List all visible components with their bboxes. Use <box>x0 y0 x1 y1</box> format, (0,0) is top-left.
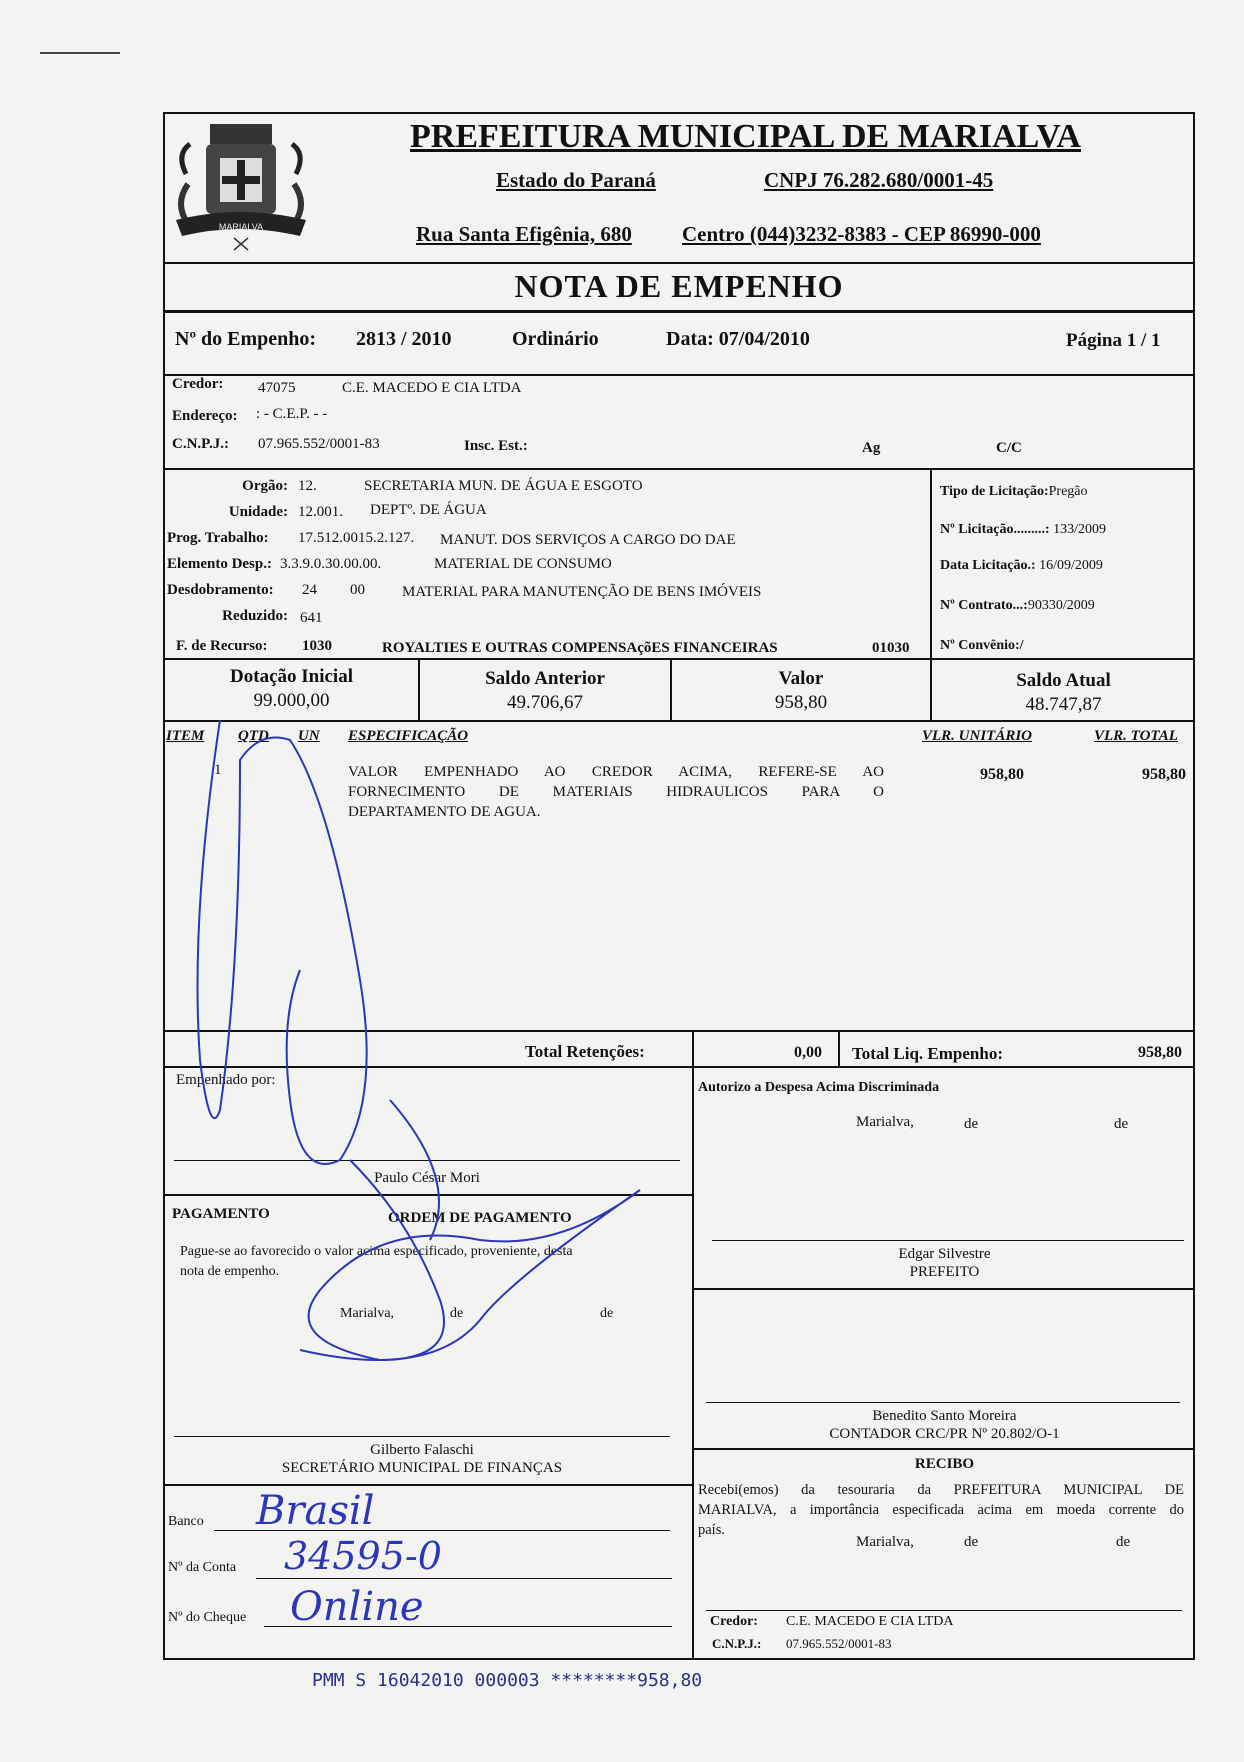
valor-value: 958,80 <box>774 692 828 713</box>
conta-handwritten: 34595-0 <box>284 1534 442 1578</box>
fonte-num: 01030 <box>872 640 910 656</box>
retencoes-value: 0,00 <box>794 1044 822 1061</box>
col-spec: ESPECIFICAÇÃO <box>348 728 469 744</box>
pagamento-text: nota de empenho. <box>180 1264 280 1279</box>
contact-info: Centro (044)3232-8383 - CEP 86990-000 <box>682 222 1041 246</box>
recibo-cnpj-label: C.N.P.J.: <box>712 1636 762 1651</box>
autorizo-de1: de <box>964 1116 979 1132</box>
recibo-de2: de <box>1116 1534 1131 1550</box>
cnpj-value: 07.965.552/0001-83 <box>258 436 380 452</box>
convenio-label: Nº Convênio:/ <box>940 638 1024 653</box>
item-unit-value: 958,80 <box>980 766 1024 783</box>
secretario-role: SECRETÁRIO MUNICIPAL DE FINANÇAS <box>281 1460 563 1476</box>
licitacao-tipo-value: Pregão <box>1048 484 1088 499</box>
licitacao-data-value: 16/09/2009 <box>1039 558 1103 573</box>
banco-label: Banco <box>168 1514 204 1529</box>
prog-name: MANUT. DOS SERVIÇOS A CARGO DO DAE <box>440 532 736 548</box>
conta-line <box>256 1578 672 1579</box>
insc-label: Insc. Est.: <box>464 438 528 454</box>
unidade-label: Unidade: <box>228 504 288 520</box>
saldo-anterior-label: Saldo Anterior <box>485 668 605 689</box>
elem-label: Elemento Desp.: <box>167 556 272 572</box>
empenho-date: Data: 07/04/2010 <box>666 328 810 350</box>
desd-code: 24 <box>302 582 317 598</box>
saldo-anterior-value: 49.706,67 <box>507 692 583 713</box>
endereco-value: : - C.E.P. - - <box>256 406 328 422</box>
empenho-label: Nº do Empenho: <box>175 328 317 350</box>
divider <box>692 1448 1195 1450</box>
recibo-text: país. <box>698 1522 725 1538</box>
contrato-value: 90330/2009 <box>1027 598 1095 613</box>
page-number: Página 1 / 1 <box>1066 330 1161 351</box>
col-item: ITEM <box>166 728 205 744</box>
item-spec-line: DEPARTAMENTO DE AGUA. <box>348 804 541 820</box>
recibo-cnpj-value: 07.965.552/0001-83 <box>786 1636 892 1651</box>
pagamento-text: Pague-se ao favorecido o valor acima especificado, proveniente, desta <box>180 1244 573 1259</box>
secretario-name: Gilberto Falaschi <box>370 1442 474 1458</box>
recibo-credor-label: Credor: <box>710 1614 758 1629</box>
pagamento-title: PAGAMENTO <box>172 1206 270 1222</box>
scan-mark <box>40 52 120 54</box>
recibo-de1: de <box>964 1534 979 1550</box>
recibo-text: MARIALVA, a importância especificada acima em moeda corrente do <box>698 1502 1184 1518</box>
desd-sub: 00 <box>350 582 365 598</box>
signature-scribble-icon <box>180 720 720 1460</box>
cnpj-label: C.N.P.J.: <box>172 436 229 452</box>
valor-label: Valor <box>778 668 824 689</box>
unidade-code: 12.001. <box>298 504 343 520</box>
licitacao-tipo-label: Tipo de Licitação:Pregão <box>940 484 1088 499</box>
orgao-label: Orgão: <box>242 478 288 494</box>
item-number: 1 <box>214 762 222 778</box>
orgao-name: SECRETARIA MUN. DE ÁGUA E ESGOTO <box>364 478 643 494</box>
street-address: Rua Santa Efigênia, 680 <box>416 222 632 246</box>
page-title: PREFEITURA MUNICIPAL DE MARIALVA <box>410 118 1081 155</box>
elem-name: MATERIAL DE CONSUMO <box>434 556 612 572</box>
conta-label: Nº da Conta <box>168 1560 237 1575</box>
empenho-number: 2813 / 2010 <box>356 328 452 350</box>
recibo-credor-value: C.E. MACEDO E CIA LTDA <box>786 1614 954 1629</box>
divider <box>692 1288 1195 1290</box>
item-total-value: 958,80 <box>1142 766 1186 783</box>
endereco-label: Endereço: <box>172 408 238 424</box>
contador-role: CONTADOR CRC/PR Nº 20.802/O-1 <box>829 1426 1060 1442</box>
ag-label: Ag <box>862 440 881 456</box>
col-total: VLR. TOTAL <box>1094 728 1178 744</box>
prefeito-name: Edgar Silvestre <box>898 1246 991 1262</box>
empenhado-name: Paulo César Mori <box>374 1170 480 1186</box>
licitacao-num-value: 133/2009 <box>1053 522 1106 537</box>
contador-name: Benedito Santo Moreira <box>872 1408 1017 1424</box>
ordem-title: ORDEM DE PAGAMENTO <box>388 1210 572 1226</box>
divider <box>163 374 1195 376</box>
unidade-name: DEPTº. DE ÁGUA <box>370 502 487 518</box>
signature-line <box>712 1240 1184 1241</box>
crest-ribbon-text: MARIALVA <box>218 222 264 232</box>
elem-code: 3.3.9.0.30.00.00. <box>280 556 382 572</box>
licitacao-data-label: Data Licitação.: 16/09/2009 <box>940 558 1103 573</box>
fonte-label: F. de Recurso: <box>176 638 268 654</box>
signature-line <box>706 1402 1180 1403</box>
fonte-code: 1030 <box>302 638 332 654</box>
divider <box>163 1484 692 1486</box>
divider <box>163 262 1195 264</box>
reduzido-label: Reduzido: <box>222 608 288 624</box>
footer-stamp: PMM S 16042010 000003 ********958,80 <box>312 1670 703 1691</box>
divider <box>838 1030 840 1068</box>
fonte-name: ROYALTIES E OUTRAS COMPENSAçõES FINANCEIRAS <box>382 640 778 656</box>
orgao-code: 12. <box>298 478 317 494</box>
liq-label: Total Liq. Empenho: <box>852 1044 1003 1063</box>
divider <box>163 310 1195 313</box>
cheque-handwritten: Online <box>290 1584 424 1630</box>
retencoes-label: Total Retenções: <box>525 1042 645 1061</box>
autorizo-text: Autorizo a Despesa Acima Discriminada <box>698 1080 940 1095</box>
signature-line <box>706 1610 1182 1611</box>
prog-label: Prog. Trabalho: <box>167 530 269 546</box>
contrato-label: Nº Contrato...:90330/2009 <box>940 598 1095 613</box>
divider <box>163 468 1195 470</box>
state-name: Estado do Paraná <box>496 168 656 192</box>
pagamento-de2: de <box>600 1306 614 1321</box>
recibo-text: Recebi(emos) da tesouraria da PREFEITURA MUNICIPAL DE <box>698 1482 1184 1498</box>
dotacao-label: Dotação Inicial <box>230 666 353 687</box>
liq-value: 958,80 <box>1138 1044 1182 1061</box>
col-unit: VLR. UNITÁRIO <box>922 728 1033 744</box>
prefeito-role: PREFEITO <box>909 1264 980 1280</box>
credor-code: 47075 <box>258 380 296 396</box>
credor-label: Credor: <box>172 376 224 392</box>
autorizo-de2: de <box>1114 1116 1129 1132</box>
cc-label: C/C <box>996 440 1022 456</box>
municipal-crest-icon <box>168 114 314 256</box>
dotacao-value: 99.000,00 <box>253 690 330 711</box>
reduzido-value: 641 <box>300 610 323 626</box>
item-spec-line: FORNECIMENTO DE MATERIAIS HIDRAULICOS PARA O <box>348 784 884 800</box>
recibo-city: Marialva, <box>856 1534 914 1550</box>
prog-code: 17.512.0015.2.127. <box>298 530 415 546</box>
divider <box>163 658 1195 660</box>
autorizo-city: Marialva, <box>856 1114 914 1130</box>
banco-handwritten: Brasil <box>256 1488 375 1534</box>
credor-name: C.E. MACEDO E CIA LTDA <box>342 380 522 396</box>
item-spec-line: VALOR EMPENHADO AO CREDOR ACIMA, REFERE-SE AO <box>348 764 884 780</box>
col-un: UN <box>298 728 320 744</box>
pagamento-city: Marialva, <box>340 1306 395 1321</box>
empenho-type: Ordinário <box>512 328 599 350</box>
saldo-atual-value: 48.747,87 <box>1025 694 1102 715</box>
col-qtd: QTD <box>238 728 269 744</box>
licitacao-num-label: Nº Licitação.........: 133/2009 <box>940 522 1106 537</box>
cheque-label: Nº do Cheque <box>168 1610 247 1625</box>
pagamento-de1: de <box>450 1306 464 1321</box>
desd-label: Desdobramento: <box>167 582 274 598</box>
document-title: NOTA DE EMPENHO <box>514 268 844 304</box>
recibo-title: RECIBO <box>914 1456 975 1472</box>
empenhado-label: Empenhado por: <box>176 1072 276 1088</box>
saldo-atual-label: Saldo Atual <box>1016 670 1111 691</box>
desd-name: MATERIAL PARA MANUTENÇÃO DE BENS IMÓVEIS <box>402 584 762 600</box>
cnpj-header: CNPJ 76.282.680/0001-45 <box>764 168 994 192</box>
